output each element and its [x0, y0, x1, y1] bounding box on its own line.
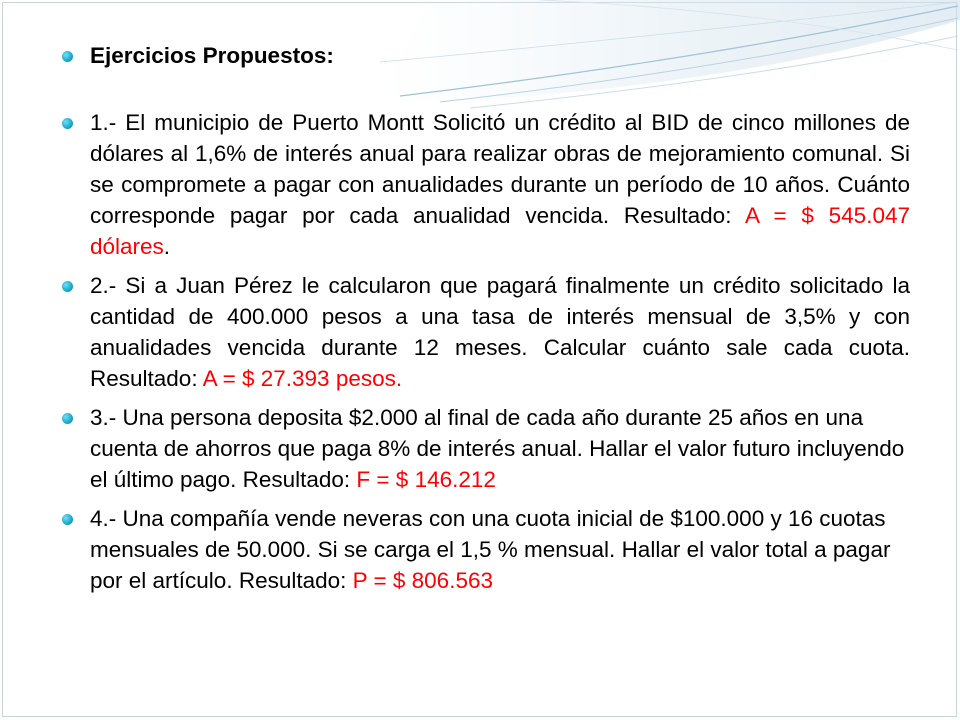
exercise-suffix: .: [163, 234, 171, 259]
exercise-3: [62, 402, 910, 495]
exercise-text: 2.- Si a Juan Pérez le calcularon que pagará finalmente un crédito solicitado la cantidad de 400.000 pesos a una tasa de interés mensual de 3,5% y con anualidades vencida durante 12 meses. Calcular cuánto sale cada cuota. Resultado:: [90, 273, 910, 391]
exercise-result: P = $ 806.563: [352, 568, 493, 593]
bullet-icon: [62, 281, 73, 292]
bullet-icon: [62, 118, 73, 129]
slide-content: [62, 40, 910, 596]
bullet-icon: [62, 413, 73, 424]
exercise-result: F = $ 146.212: [356, 467, 496, 492]
exercise-4: [62, 503, 910, 596]
exercise-text: 4.- Una compañía vende neveras con una cuota inicial de $100.000 y 16 cuotas mensuales de 50.000. Si se carga el 1,5 % mensual. Hallar el valor total a pagar por el artículo. Resultado:: [90, 506, 891, 593]
bullet-icon: [62, 51, 73, 62]
heading-text: Ejercicios Propuestos:: [90, 43, 334, 68]
exercise-2: [62, 270, 910, 394]
exercise-text: 3.- Una persona deposita $2.000 al final de cada año durante 25 años en una cuenta de ahorros que paga 8% de interés anual. Hallar el valor futuro incluyendo el último pago. Resultado:: [90, 405, 905, 492]
exercise-text: 1.- El municipio de Puerto Montt Solicitó un crédito al BID de cinco millones de dólares al 1,6% de interés anual para realizar obras de mejoramiento comunal. Si se compromete a pagar con anualidades durante un período de 10 años. Cuánto corresponde pagar por cada anualidad vencida. Resultado:: [90, 110, 910, 228]
exercise-result: A = $ 545.047 dólares: [90, 203, 910, 259]
bullet-icon: [62, 514, 73, 525]
exercise-result: A = $ 27.393 pesos.: [202, 366, 403, 391]
heading-item: [62, 40, 910, 71]
exercise-1: [62, 107, 910, 262]
